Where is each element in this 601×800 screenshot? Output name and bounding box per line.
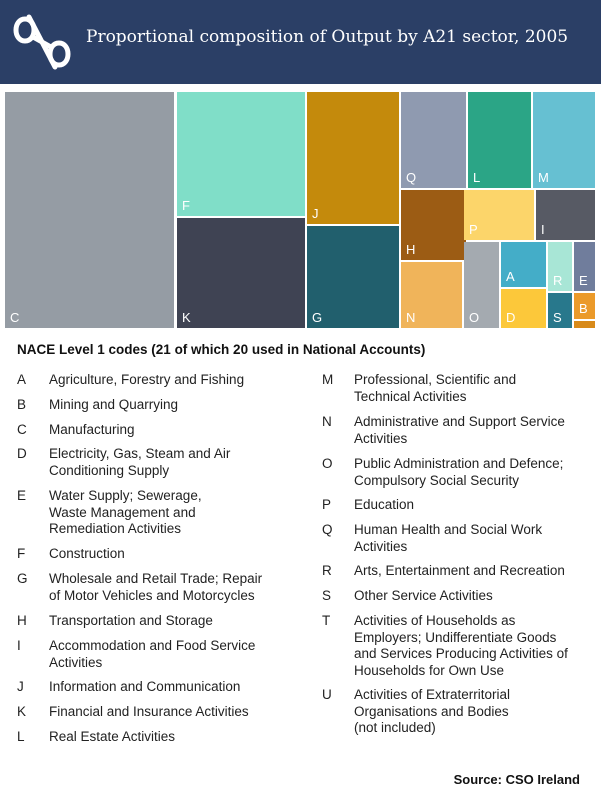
legend-description: Activities of Extraterritorial Organisations and Bodies (not included)	[354, 687, 511, 735]
legend-code: T	[322, 613, 331, 628]
treemap-tile-c	[5, 92, 174, 328]
treemap-tile-k	[177, 218, 305, 328]
treemap-label-a: A	[506, 269, 515, 284]
treemap-label-f: F	[182, 198, 190, 213]
legend-description: Education	[354, 497, 415, 512]
legend-description: Mining and Quarrying	[49, 397, 179, 412]
legend-description: Construction	[49, 546, 125, 561]
treemap-tile-i	[536, 190, 595, 240]
treemap-tile-j	[307, 92, 399, 224]
legend-description: Electricity, Gas, Steam and Air Conditioning Supply	[49, 446, 231, 478]
treemap-label-j: J	[312, 206, 319, 221]
legend-description: Wholesale and Retail Trade; Repair of Motor Vehicles and Motorcycles	[49, 571, 263, 603]
treemap-tile-f	[177, 92, 305, 216]
legend-heading: NACE Level 1 codes (21 of which 20 used in National Accounts)	[17, 342, 426, 357]
treemap-label-r: R	[553, 273, 563, 288]
legend-code: K	[17, 704, 27, 719]
treemap-label-b: B	[579, 301, 588, 316]
treemap-label-s: S	[553, 310, 562, 325]
legend-description: Administrative and Support Service Activities	[354, 414, 565, 446]
legend-code: M	[322, 372, 334, 387]
legend-code: U	[322, 687, 332, 702]
legend-code: S	[322, 588, 332, 603]
treemap-label-k: K	[182, 310, 191, 325]
legend-code: Q	[322, 522, 333, 537]
treemap-label-q: Q	[406, 170, 417, 185]
legend-code: P	[322, 497, 332, 512]
legend-description: Professional, Scientific and Technical Activities	[354, 372, 517, 404]
legend-description: Accommodation and Food Service Activities	[49, 638, 256, 670]
legend-description: Other Service Activities	[354, 588, 493, 603]
legend-code: I	[17, 638, 21, 653]
header-bar	[0, 0, 601, 84]
treemap-chart	[5, 92, 595, 328]
legend-description: Manufacturing	[49, 422, 135, 437]
legend-code: J	[17, 679, 24, 694]
treemap-label-e: E	[579, 273, 588, 288]
treemap-label-d: D	[506, 310, 516, 325]
legend-description: Agriculture, Forestry and Fishing	[49, 372, 245, 387]
legend-code: F	[17, 546, 26, 561]
treemap-label-m: M	[538, 170, 549, 185]
legend-code: R	[322, 563, 332, 578]
legend-description: Activities of Households as Employers; Undifferentiate Goods and Services Producing Activities of Households for Own Use	[354, 613, 568, 678]
legend-description: Public Administration and Defence; Compulsory Social Security	[354, 456, 564, 488]
cso-logo-icon	[7, 7, 77, 77]
legend-description: Water Supply; Sewerage, Waste Management and Remediation Activities	[49, 488, 202, 536]
treemap-label-n: N	[406, 310, 416, 325]
treemap-tile-t	[574, 321, 595, 328]
chart-title: Proportional composition of Output by A21 sector, 2005	[86, 27, 569, 47]
source-note: Source: CSO Ireland	[453, 772, 580, 787]
legend-code: E	[17, 488, 27, 503]
treemap-label-c: C	[10, 310, 20, 325]
legend-description: Real Estate Activities	[49, 729, 176, 744]
legend-description: Information and Communication	[49, 679, 241, 694]
legend-code: G	[17, 571, 28, 586]
treemap-label-p: P	[469, 222, 478, 237]
treemap-label-h: H	[406, 242, 416, 257]
treemap-label-g: G	[312, 310, 323, 325]
legend-description: Transportation and Storage	[49, 613, 213, 628]
legend-description: Arts, Entertainment and Recreation	[354, 563, 565, 578]
legend-description: Human Health and Social Work Activities	[354, 522, 543, 554]
treemap-label-i: I	[541, 222, 545, 237]
legend-code: L	[17, 729, 25, 744]
legend-description: Financial and Insurance Activities	[49, 704, 249, 719]
legend-code: B	[17, 397, 27, 412]
legend-code: D	[17, 446, 27, 461]
legend-code: N	[322, 414, 332, 429]
legend-code: H	[17, 613, 27, 628]
treemap-label-o: O	[469, 310, 480, 325]
legend-code: O	[322, 456, 333, 471]
legend-code: C	[17, 422, 27, 437]
legend-code: A	[17, 372, 27, 387]
treemap-label-l: L	[473, 170, 481, 185]
